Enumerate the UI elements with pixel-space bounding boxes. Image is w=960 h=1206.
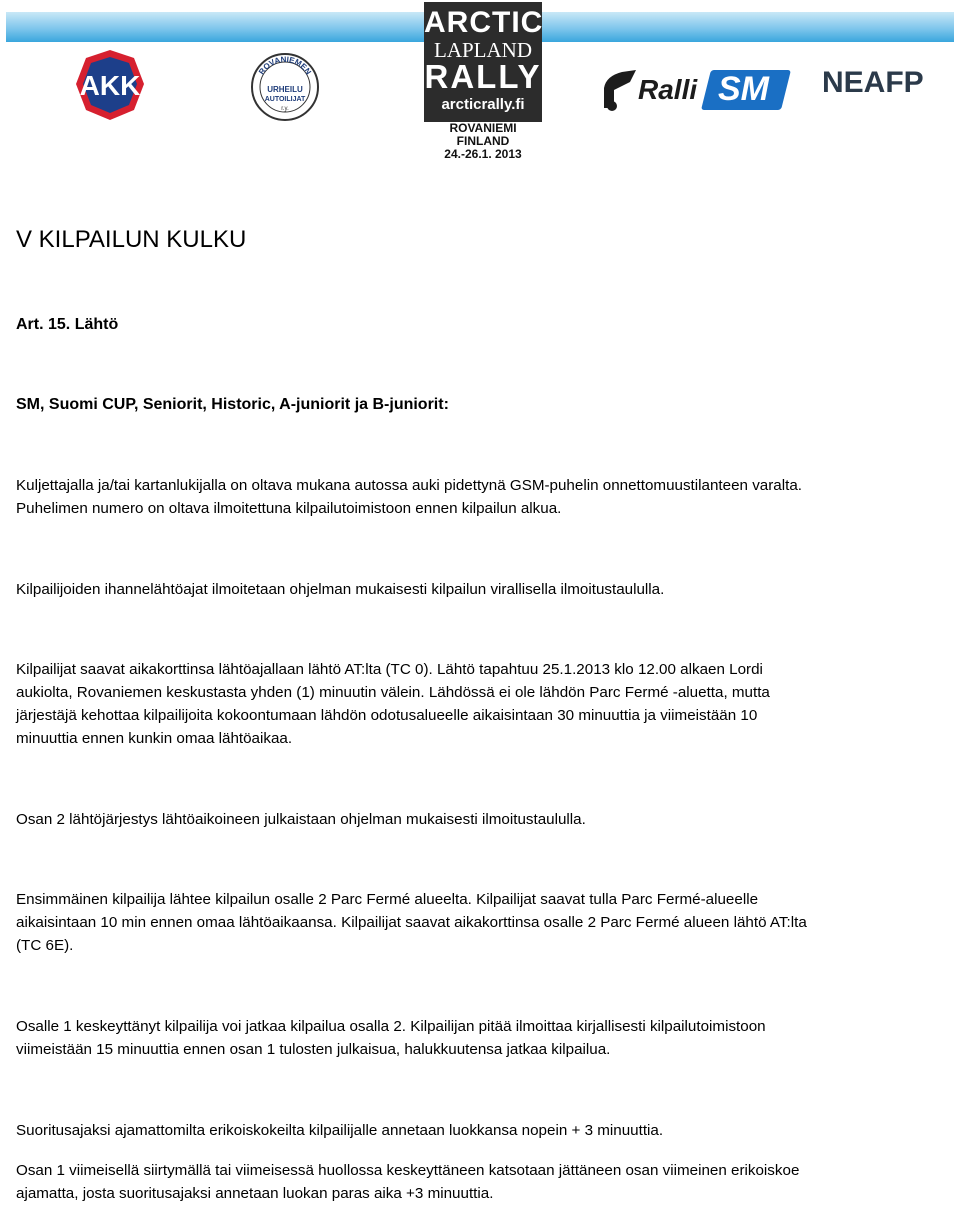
paragraph-line: Kilpailijoiden ihannelähtöajat ilmoitetaan ohjelman mukaisesti kilpailun virallisella ilmoitustaululla.: [16, 581, 665, 598]
neafp-logo: NEAFP: [822, 66, 924, 99]
paragraph-line: Ensimmäinen kilpailija lähtee kilpailun osalle 2 Parc Fermé alueelta. Kilpailijat saavat tulla Parc Fermé-alueelle: [16, 891, 759, 908]
arcticrally-url-text: arcticrally.fi: [441, 96, 525, 113]
ralli-sm-logo: [600, 66, 788, 116]
akk-logo-text: AKK: [79, 70, 141, 101]
akk-logo: [74, 48, 146, 122]
rally-text: RALLY: [424, 58, 542, 95]
paragraph-line: Kilpailijat saavat aikakorttinsa lähtöajallaan lähtö AT:lta (TC 0). Lähtö tapahtuu 25.1.2013 klo 12.00 alkaen Lordi: [16, 661, 763, 678]
paragraph-line: ajamatta, josta suoritusajaksi annetaan luokan paras aika +3 minuuttia.: [16, 1185, 494, 1202]
rovaniemen-text: ROVANIEMEN: [257, 54, 313, 77]
sm-text: SM: [718, 70, 769, 108]
paragraph-stage-times: [16, 1119, 946, 1142]
rally-location: ROVANIEMI FINLAND: [449, 121, 517, 148]
arctic-lapland-rally-logo: [424, 2, 542, 122]
paragraph-last-stage: [16, 1159, 946, 1205]
paragraph-leg2-order: [16, 808, 946, 831]
rally-car-icon: [600, 68, 640, 112]
paragraph-line: Suoritusajaksi ajamattomilta erikoiskokeilta kilpailijalle annetaan luokkansa nopein + 3 minuuttia.: [16, 1122, 664, 1139]
urheilu-text: URHEILU: [267, 85, 303, 94]
paragraph-line: minuuttia ennen kunkin omaa lähtöaikaa.: [16, 730, 293, 747]
rally-location-dates: [424, 122, 542, 161]
header-logo-strip: [0, 0, 960, 160]
classes-heading: SM, Suomi CUP, Seniorit, Historic, A-juniorit ja B-juniorit:: [16, 396, 449, 413]
paragraph-line: Puhelimen numero on oltava ilmoitettuna kilpailutoimistoon ennen kilpailun alkua.: [16, 500, 562, 517]
paragraph-line: Osan 1 viimeisellä siirtymällä tai viimeisessä huollossa keskeyttäneen katsotaan jättäneen osan viimeinen erikoiskoe: [16, 1162, 800, 1179]
paragraph-line: aukiolta, Rovaniemen keskustasta yhden (1) minuutin välein. Lähdössä ei ole lähdön Parc Fermé -aluetta, mutta: [16, 684, 770, 701]
paragraph-gsm: [16, 474, 946, 520]
arctic-text: ARCTIC: [424, 6, 544, 39]
paragraph-line: viimeistään 15 minuuttia ennen osan 1 tulosten julkaisua, halukkuutensa jatkaa kilpailua.: [16, 1041, 611, 1058]
autoilijat-text: AUTOILIJAT: [264, 96, 306, 103]
lapland-text: LAPLAND: [434, 38, 532, 62]
paragraph-restart: [16, 1015, 946, 1061]
article-heading: Art. 15. Lähtö: [16, 316, 119, 333]
ry-text: r.y.: [281, 106, 289, 112]
ralli-text: Ralli: [638, 74, 698, 105]
paragraph-line: Kuljettajalla ja/tai kartanlukijalla on oltava mukana autossa auki pidettynä GSM-puhelin onnettomuustilanteen varalta.: [16, 477, 802, 494]
rally-dates: 24.-26.1. 2013: [444, 147, 522, 161]
paragraph-line: järjestäjä kehottaa kilpailijoita kokoontumaan lähdön odotusalueelle aikaisintaan 30 minuuttia ja viimeistään 10: [16, 707, 758, 724]
paragraph-start-times: [16, 578, 946, 601]
paragraph-leg2-start: [16, 888, 946, 957]
paragraph-line: Osalle 1 keskeyttänyt kilpailija voi jatkaa kilpailua osalla 2. Kilpailijan pitää ilmoittaa kirjallisesti kilpailutoimistoon: [16, 1018, 766, 1035]
paragraph-line: aikaisintaan 10 min ennen omaa lähtöaikaansa. Kilpailijat saavat aikakorttinsa osalle 2 Parc Fermé alueen lähtö AT:lta: [16, 914, 807, 931]
paragraph-line: Osan 2 lähtöjärjestys lähtöaikoineen julkaistaan ohjelman mukaisesti ilmoitustaululla.: [16, 811, 586, 828]
paragraph-start: [16, 658, 946, 750]
rovaniemen-urheiluautoilijat-logo: [250, 52, 320, 122]
chapter-title: V KILPAILUN KULKU: [16, 226, 247, 253]
paragraph-line: (TC 6E).: [16, 937, 74, 954]
